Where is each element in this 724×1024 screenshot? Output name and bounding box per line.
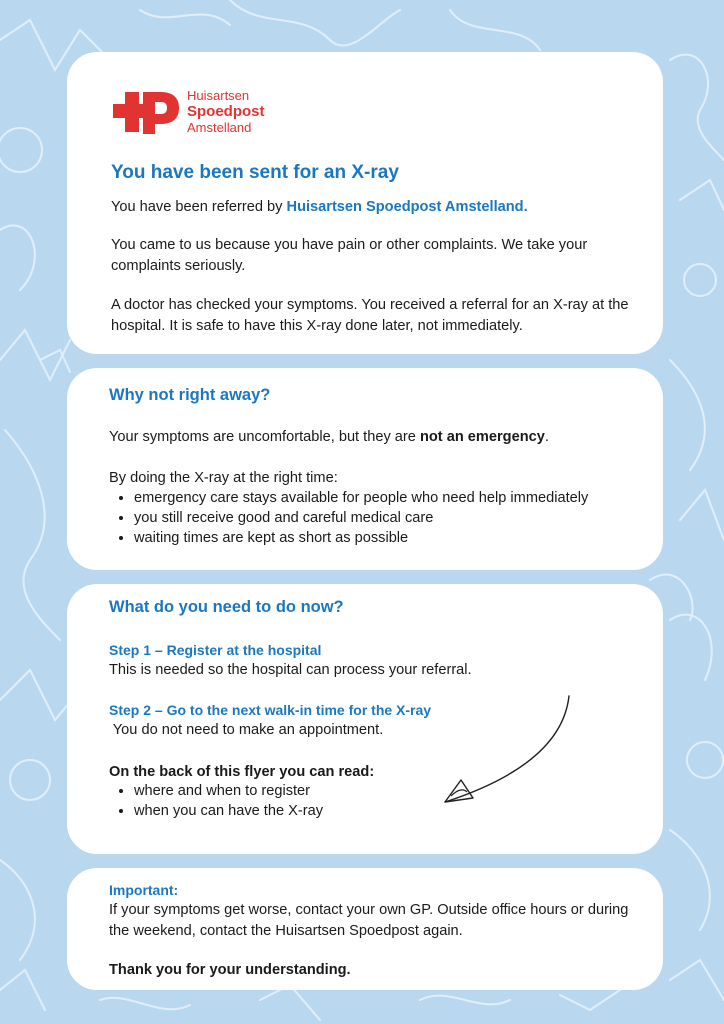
why-paragraph: [109, 427, 649, 448]
intro-card: [67, 52, 663, 354]
why-bullet-list: [109, 488, 679, 548]
important-text: If your symptoms get worse, contact your own GP. Outside office hours or during the weekend, contact the Huisartsen Spoedpost again.: [109, 902, 629, 939]
doctor-paragraph: A doctor has checked your symptoms. You received a referral for an X-ray at the hospital. It is safe to have this X-ray done later, not immediately.: [111, 297, 629, 334]
why-bullet: • you still receive good and careful medical care: [134, 508, 679, 528]
step-1-text: This is needed so the hospital can process your referral.: [109, 662, 472, 678]
todo-heading: What do you need to do now?: [109, 598, 344, 616]
step-1-title: Step 1 – Register at the hospital: [109, 642, 322, 658]
page-title: You have been sent for an X-ray: [111, 162, 399, 183]
logo-line-1: Huisartsen: [187, 88, 250, 103]
step-2-text: You do not need to make an appointment.: [109, 722, 384, 738]
step-2-title: Step 2 – Go to the next walk-in time for the X-ray: [109, 702, 432, 718]
referral-prefix: You have been referred by: [111, 199, 287, 215]
why-heading: Why not right away?: [109, 386, 271, 404]
complaints-paragraph: You came to us because you have pain or other complaints. We take your complaints seriously.: [111, 237, 588, 274]
important-heading: Important:: [109, 882, 179, 898]
why-emphasis: not an emergency: [419, 429, 545, 445]
why-bullet: • emergency care stays available for people who need help immediately: [134, 488, 679, 508]
why-prefix: Your symptoms are uncomfortable, but they are: [109, 429, 420, 445]
why-list-intro: By doing the X-ray at the right time:: [109, 470, 338, 486]
spoedpost-logo-icon: [113, 86, 179, 138]
back-bullet: • when you can have the X-ray: [134, 801, 534, 821]
back-bullet: • where and when to register: [134, 781, 534, 801]
referral-text: [111, 197, 631, 218]
back-of-flyer-heading: On the back of this flyer you can read:: [109, 764, 375, 780]
why-suffix: .: [544, 429, 549, 445]
logo-line-3: Amstelland: [187, 120, 252, 135]
referral-org: Huisartsen Spoedpost Amstelland.: [286, 199, 528, 215]
thanks-text: Thank you for your understanding.: [109, 962, 351, 978]
important-card: [67, 868, 663, 990]
curved-arrow-icon: [437, 692, 587, 812]
logo-line-2: Spoedpost: [187, 103, 265, 120]
todo-card: [67, 584, 663, 854]
spoedpost-logo: [113, 86, 265, 138]
why-bullet: • waiting times are kept as short as possible: [134, 528, 679, 548]
why-card: [67, 368, 663, 570]
